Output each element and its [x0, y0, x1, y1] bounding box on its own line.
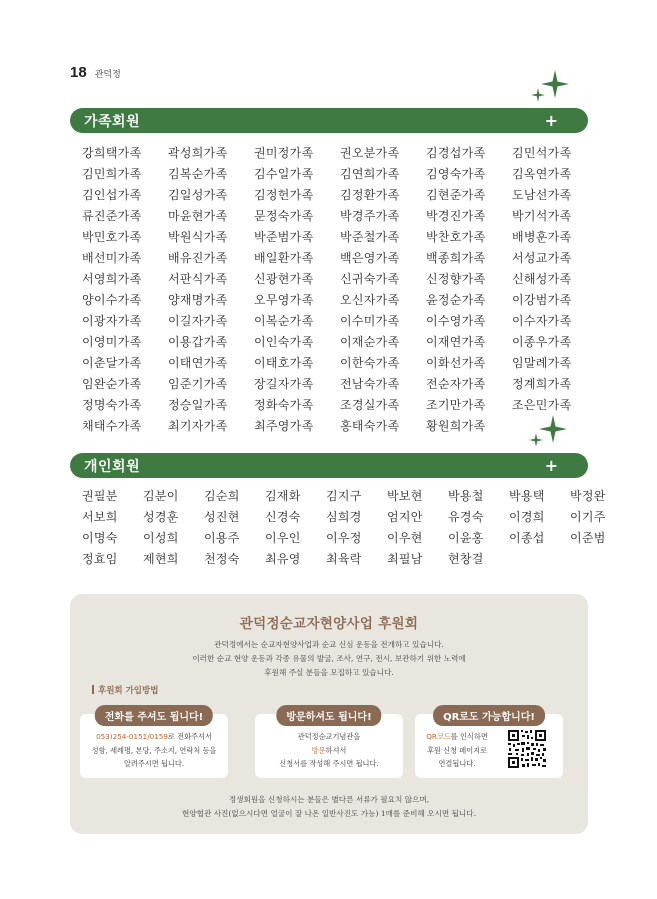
join-label-text: 후원회 가입방법: [98, 686, 159, 696]
footer-line: 정생회원을 신청하시는 분들은 별다른 서류가 필요치 않으며,: [228, 795, 430, 804]
member-name: 강희택가족: [82, 146, 142, 160]
member-name: 김경섭가족: [426, 146, 486, 160]
member-name: 김영숙가족: [426, 167, 486, 181]
member-name: 마윤현가족: [168, 209, 228, 223]
member-name: 배병훈가족: [512, 230, 572, 244]
header-title: 관덕정: [94, 70, 121, 80]
plus-icon: +: [544, 455, 558, 475]
member-name: 엄지안: [387, 510, 423, 524]
member-name: 김민석가족: [512, 146, 572, 160]
member-name: 최유영: [265, 552, 301, 566]
member-name: 김일성가족: [168, 188, 228, 202]
intro-line: 이러한 순교 현양 운동과 각종 유물의 발굴, 조사, 연구, 전시, 보관하기 위한 노력에: [192, 654, 466, 663]
member-name: 이태호가족: [254, 356, 314, 370]
individual-member-list: [82, 487, 631, 571]
qr-line-2: 후원 신청 페이지로: [426, 745, 488, 755]
member-name: 박민호가족: [82, 230, 142, 244]
member-name: 권미정가족: [254, 146, 314, 160]
member-name: 임말례가족: [512, 356, 572, 370]
member-name: 홍태숙가족: [340, 419, 400, 433]
member-name: 이영미가족: [82, 335, 142, 349]
member-name: 김분이: [143, 489, 179, 503]
family-section-title: 가족회원: [84, 113, 141, 130]
member-name: 김정헌가족: [254, 188, 314, 202]
member-name: 이용갑가족: [168, 335, 228, 349]
phone-line-2: 성함, 세례명, 본당, 주소지, 연락처 등을: [91, 745, 217, 755]
member-name: 임준기가족: [168, 377, 228, 391]
member-name: 박보현: [387, 489, 423, 503]
phone-method-title: 전화를 주셔도 됩니다!: [95, 705, 213, 726]
member-name: 제현희: [143, 552, 179, 566]
member-name: 최주영가족: [254, 419, 314, 433]
member-name: 박준범가족: [254, 230, 314, 244]
qr-method-title: QR로도 가능합니다!: [433, 705, 545, 726]
member-name: 김현준가족: [426, 188, 486, 202]
visit-method-card: [255, 714, 403, 778]
member-name: 김재화: [265, 489, 301, 503]
member-name: 정계희가족: [512, 377, 572, 391]
member-name: 김순희: [204, 489, 240, 503]
member-name: 조경실가족: [340, 398, 400, 412]
family-section-bar: [70, 108, 588, 133]
intro-line: 후원해 주실 분들을 모집하고 있습니다.: [264, 668, 394, 677]
member-name: 장길자가족: [254, 377, 314, 391]
member-name: 박용철: [448, 489, 484, 503]
member-name: 윤정순가족: [426, 293, 486, 307]
member-name: 신귀숙가족: [340, 272, 400, 286]
visit-method-title: 방문하셔도 됩니다!: [276, 705, 381, 726]
sparkle-icon: [529, 68, 573, 106]
member-name: 김정환가족: [340, 188, 400, 202]
member-name: 성경훈: [143, 510, 179, 524]
member-name: 서영희가족: [82, 272, 142, 286]
qr-highlight: QR코드: [426, 732, 451, 741]
member-name: 배유진가족: [168, 251, 228, 265]
visit-line-2: [261, 744, 397, 758]
member-name: 이수미가족: [340, 314, 400, 328]
member-name: 이성희: [143, 531, 179, 545]
member-name: 배선미가족: [82, 251, 142, 265]
member-name: 정효임: [82, 552, 118, 566]
family-member-list: [82, 144, 598, 438]
phone-line-3: 알려주시면 됩니다.: [123, 759, 185, 768]
member-name: 서성교가족: [512, 251, 572, 265]
member-name: 박경주가족: [340, 209, 400, 223]
member-name: 곽성희가족: [168, 146, 228, 160]
member-name: 이태연가족: [168, 356, 228, 370]
member-name: 이용주: [204, 531, 240, 545]
visit-line-1: 관덕정순교기념관을: [297, 732, 361, 741]
member-name: 박준철가족: [340, 230, 400, 244]
member-name: 신경숙: [265, 510, 301, 524]
member-name: 이길자가족: [168, 314, 228, 328]
page-number: 18: [70, 64, 87, 81]
intro-line: 관덕정에서는 순교자현양사업과 순교 신심 운동을 전개하고 있습니다.: [214, 640, 444, 649]
page-header: [70, 64, 121, 81]
member-name: 서보희: [82, 510, 118, 524]
member-name: 성진현: [204, 510, 240, 524]
member-name: 도남선가족: [512, 188, 572, 202]
member-name: 신정향가족: [426, 272, 486, 286]
member-name: 임완순가족: [82, 377, 142, 391]
member-name: 양재명가족: [168, 293, 228, 307]
member-name: 오무영가족: [254, 293, 314, 307]
member-name: 류진준가족: [82, 209, 142, 223]
join-method-label: [92, 684, 158, 696]
member-name: 김인섭가족: [82, 188, 142, 202]
phone-line-1: [86, 730, 222, 744]
member-name: 이기주: [570, 510, 606, 524]
member-name: 천정숙: [204, 552, 240, 566]
visit-highlight: 방문: [311, 745, 326, 755]
member-name: 박용택: [509, 489, 545, 503]
member-name: 이수영가족: [426, 314, 486, 328]
member-name: 이수자가족: [512, 314, 572, 328]
member-name: 황원희가족: [426, 419, 486, 433]
member-name: 조은민가족: [512, 398, 572, 412]
member-name: 이준범: [570, 531, 606, 545]
member-name: 정명숙가족: [82, 398, 142, 412]
individual-section-bar: [70, 453, 588, 478]
member-name: 권필분: [82, 489, 118, 503]
individual-section-title: 개인회원: [84, 458, 141, 475]
member-name: 정승일가족: [168, 398, 228, 412]
member-name: 이한숙가족: [340, 356, 400, 370]
member-name: 김민희가족: [82, 167, 142, 181]
member-name: 김수일가족: [254, 167, 314, 181]
member-name: 이경희: [509, 510, 545, 524]
member-name: 최필남: [387, 552, 423, 566]
member-name: 이종섭: [509, 531, 545, 545]
member-name: 전순자가족: [426, 377, 486, 391]
member-name: 김연희가족: [340, 167, 400, 181]
phone-method-card: [80, 714, 228, 778]
member-name: 이광자가족: [82, 314, 142, 328]
member-name: 이우현: [387, 531, 423, 545]
member-name: 이재연가족: [426, 335, 486, 349]
member-name: 박원식가족: [168, 230, 228, 244]
member-name: 배일환가족: [254, 251, 314, 265]
sparkle-icon: [527, 413, 571, 451]
qr-code-icon[interactable]: [507, 729, 547, 769]
support-title: 관덕정순교자현양사업 후원회: [239, 616, 419, 632]
member-name: 박정완: [570, 489, 606, 503]
member-name: 이춘달가족: [82, 356, 142, 370]
footer-line: 현양협관 사진(없으시다면 얼굴이 잘 나온 일반사진도 가능) 1매를 준비해 오시면 됩니다.: [181, 809, 477, 818]
qr-line-1: [421, 730, 493, 744]
member-name: 채태수가족: [82, 419, 142, 433]
visit-line-3: 신청서를 작성해 주시면 됩니다.: [279, 759, 379, 768]
member-name: 신광현가족: [254, 272, 314, 286]
member-name: 이강범가족: [512, 293, 572, 307]
qr-line-1-rest: 를 인식하면: [450, 732, 488, 741]
member-name: 박경진가족: [426, 209, 486, 223]
member-name: 심희경: [326, 510, 362, 524]
support-footer: [70, 793, 588, 821]
member-name: 이복순가족: [254, 314, 314, 328]
member-name: 양이수가족: [82, 293, 142, 307]
member-name: 박기석가족: [512, 209, 572, 223]
member-name: 권오분가족: [340, 146, 400, 160]
member-name: 유경숙: [448, 510, 484, 524]
member-name: 백종희가족: [426, 251, 486, 265]
member-name: 이화선가족: [426, 356, 486, 370]
phone-number[interactable]: 053)254-0151/0159: [96, 732, 168, 741]
member-name: 조기만가족: [426, 398, 486, 412]
member-name: 서판식가족: [168, 272, 228, 286]
support-info-box: [70, 594, 588, 834]
member-name: 김복순가족: [168, 167, 228, 181]
visit-line-2-rest: 하셔서: [325, 745, 347, 755]
member-name: 이재순가족: [340, 335, 400, 349]
label-bar: [92, 685, 94, 694]
member-name: 이명숙: [82, 531, 118, 545]
member-name: 신해성가족: [512, 272, 572, 286]
member-name: 이종우가족: [512, 335, 572, 349]
member-name: 이인숙가족: [254, 335, 314, 349]
member-name: 전남숙가족: [340, 377, 400, 391]
member-name: 김옥연가족: [512, 167, 572, 181]
member-name: 현창걸: [448, 552, 484, 566]
member-name: 정화숙가족: [254, 398, 314, 412]
member-name: 최기자가족: [168, 419, 228, 433]
phone-line-1-rest: 로 전화주셔서: [167, 732, 212, 741]
qr-line-3: 연결됩니다.: [438, 759, 476, 768]
member-name: 박찬호가족: [426, 230, 486, 244]
member-name: 이윤홍: [448, 531, 484, 545]
member-name: 백은영가족: [340, 251, 400, 265]
member-name: 오신자가족: [340, 293, 400, 307]
member-name: 이우정: [326, 531, 362, 545]
support-intro: [70, 638, 588, 680]
qr-method-card: [415, 714, 563, 778]
member-name: 문정숙가족: [254, 209, 314, 223]
member-name: 최육락: [326, 552, 362, 566]
plus-icon: +: [544, 110, 558, 130]
member-name: 김지구: [326, 489, 362, 503]
member-name: 이우인: [265, 531, 301, 545]
